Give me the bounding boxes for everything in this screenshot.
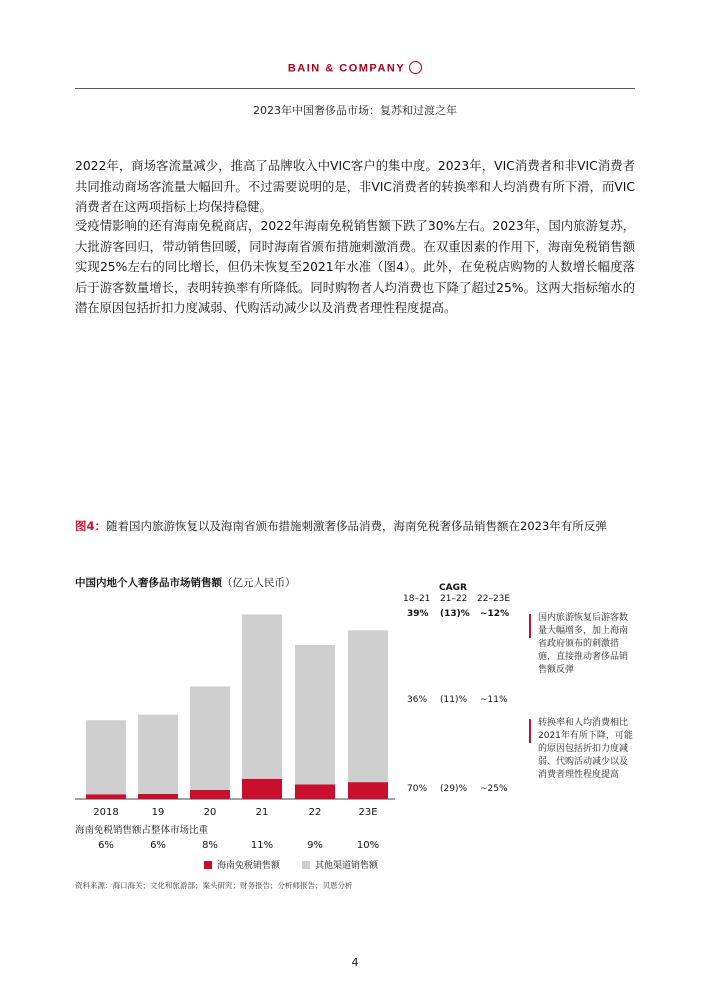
chart-unit: （亿元人民币） — [222, 577, 296, 589]
figure-title — [75, 518, 607, 534]
chart-title — [75, 575, 296, 590]
bar-hainan-2018 — [86, 794, 126, 799]
page-number: 4 — [351, 956, 359, 969]
bar-other-21 — [242, 615, 282, 779]
bar-hainan-23E — [348, 782, 388, 799]
legend-label-hainan: 海南免税销售额 — [217, 861, 281, 871]
share-value-22: 9% — [307, 840, 323, 851]
paragraph-1: 2022年，商场客流量减少，推高了品牌收入中VIC客户的集中度。2023年，VIC消费者和非VIC消费者共同推动商场客流量大幅回升。不过需要说明的是，非VIC消费者的转换率和人均消费有所下滑，而VIC消费者在这两项指标上均保持稳健。 — [75, 159, 635, 214]
note-1: 国内旅游恢复后游客数量大幅增多，加上海南省政府颁布的刺激措施，直接推动奢侈品销售额反弹 — [538, 613, 629, 675]
bar-other-20 — [190, 687, 230, 791]
share-value-2018: 6% — [98, 840, 114, 851]
bar-other-2018 — [86, 720, 126, 794]
x-tick-20: 20 — [203, 807, 217, 818]
figure-number: 图4： — [75, 519, 107, 533]
cagr-total-18-21: 39% — [407, 609, 429, 619]
bar-hainan-21 — [242, 779, 282, 799]
cagr-other-21-22: (11)% — [440, 695, 468, 705]
cagr-hainan-18-21: 70% — [407, 784, 428, 794]
note-2: 转换率和人均消费相比2021年有所下降，可能的原因包括折扣力度减弱、代购活动减少以及消费者理性程度提高 — [538, 718, 633, 780]
share-label: 海南免税销售额占整体市场比重 — [75, 825, 209, 836]
bar-other-22 — [295, 645, 335, 785]
legend-other — [302, 858, 378, 871]
figure-caption: 随着国内旅游恢复以及海南省颁布措施刺激奢侈品消费，海南免税奢侈品销售额在2023年有所反弹 — [106, 519, 607, 533]
cagr-title: CAGR — [439, 583, 467, 593]
brand-name: BAIN & COMPANY — [287, 62, 406, 75]
cagr-hainan-22-23: ~25% — [480, 784, 508, 794]
bar-other-19 — [138, 715, 178, 794]
share-value-23E: 10% — [356, 840, 380, 851]
bar-hainan-20 — [190, 790, 230, 799]
cagr-period-2: 21–22 — [440, 594, 468, 604]
brand-logo — [0, 62, 710, 75]
chart-title-text: 中国内地个人奢侈品市场销售额 — [75, 577, 222, 589]
bar-hainan-22 — [295, 784, 335, 799]
compass-icon — [409, 61, 422, 74]
x-tick-22: 22 — [308, 807, 322, 818]
bar-hainan-19 — [138, 794, 178, 799]
share-value-19: 6% — [150, 840, 166, 851]
x-tick-23E: 23E — [358, 807, 378, 818]
cagr-total-21-22: (13)% — [440, 609, 470, 619]
cagr-hainan-21-22: (29)% — [440, 784, 468, 794]
note-1-marker — [529, 614, 531, 638]
cagr-other-22-23: ~11% — [480, 695, 508, 705]
share-value-20: 8% — [202, 840, 218, 851]
note-2-marker — [529, 719, 531, 743]
report-title: 2023年中国奢侈品市场：复苏和过渡之年 — [253, 104, 457, 117]
header-divider — [75, 88, 635, 89]
cagr-other-18-21: 36% — [407, 695, 428, 705]
source-note: 资料来源：海口海关；文化和旅游部；案头研究；财务报告；分析师报告；贝恩分析 — [75, 881, 353, 890]
cagr-period-1: 18–21 — [403, 594, 431, 604]
cagr-total-22-23: ~12% — [480, 609, 510, 619]
legend-label-other: 其他渠道销售额 — [315, 861, 379, 871]
bar-other-23E — [348, 630, 388, 782]
x-tick-21: 21 — [255, 807, 269, 818]
legend-swatch-other — [302, 861, 310, 869]
paragraph-2: 受疫情影响的还有海南免税商店，2022年海南免税销售额下跌了30%左右。2023年，国内旅游复苏，大批游客回归，带动销售回暖，同时海南省颁布措施刺激消费。在双重因素的作用下，海南免税销售额实现25%左右的同比增长，但仍未恢复至2021年水准（图4）。此外，在免税店购物的人数增长幅度落后于游客数量增长，表明转换率有所降低。同时购物者人均消费也下降了超过25%。这两大指标缩水的潜在原因包括折扣力度减弱、代购活动减少以及消费者理性程度提高。 — [75, 219, 635, 315]
x-tick-19: 19 — [151, 807, 165, 818]
legend-swatch-hainan — [204, 861, 212, 869]
legend-hainan — [204, 858, 280, 871]
cagr-period-3: 22–23E — [477, 594, 511, 604]
x-tick-2018: 2018 — [93, 807, 119, 818]
share-value-21: 11% — [250, 840, 274, 851]
